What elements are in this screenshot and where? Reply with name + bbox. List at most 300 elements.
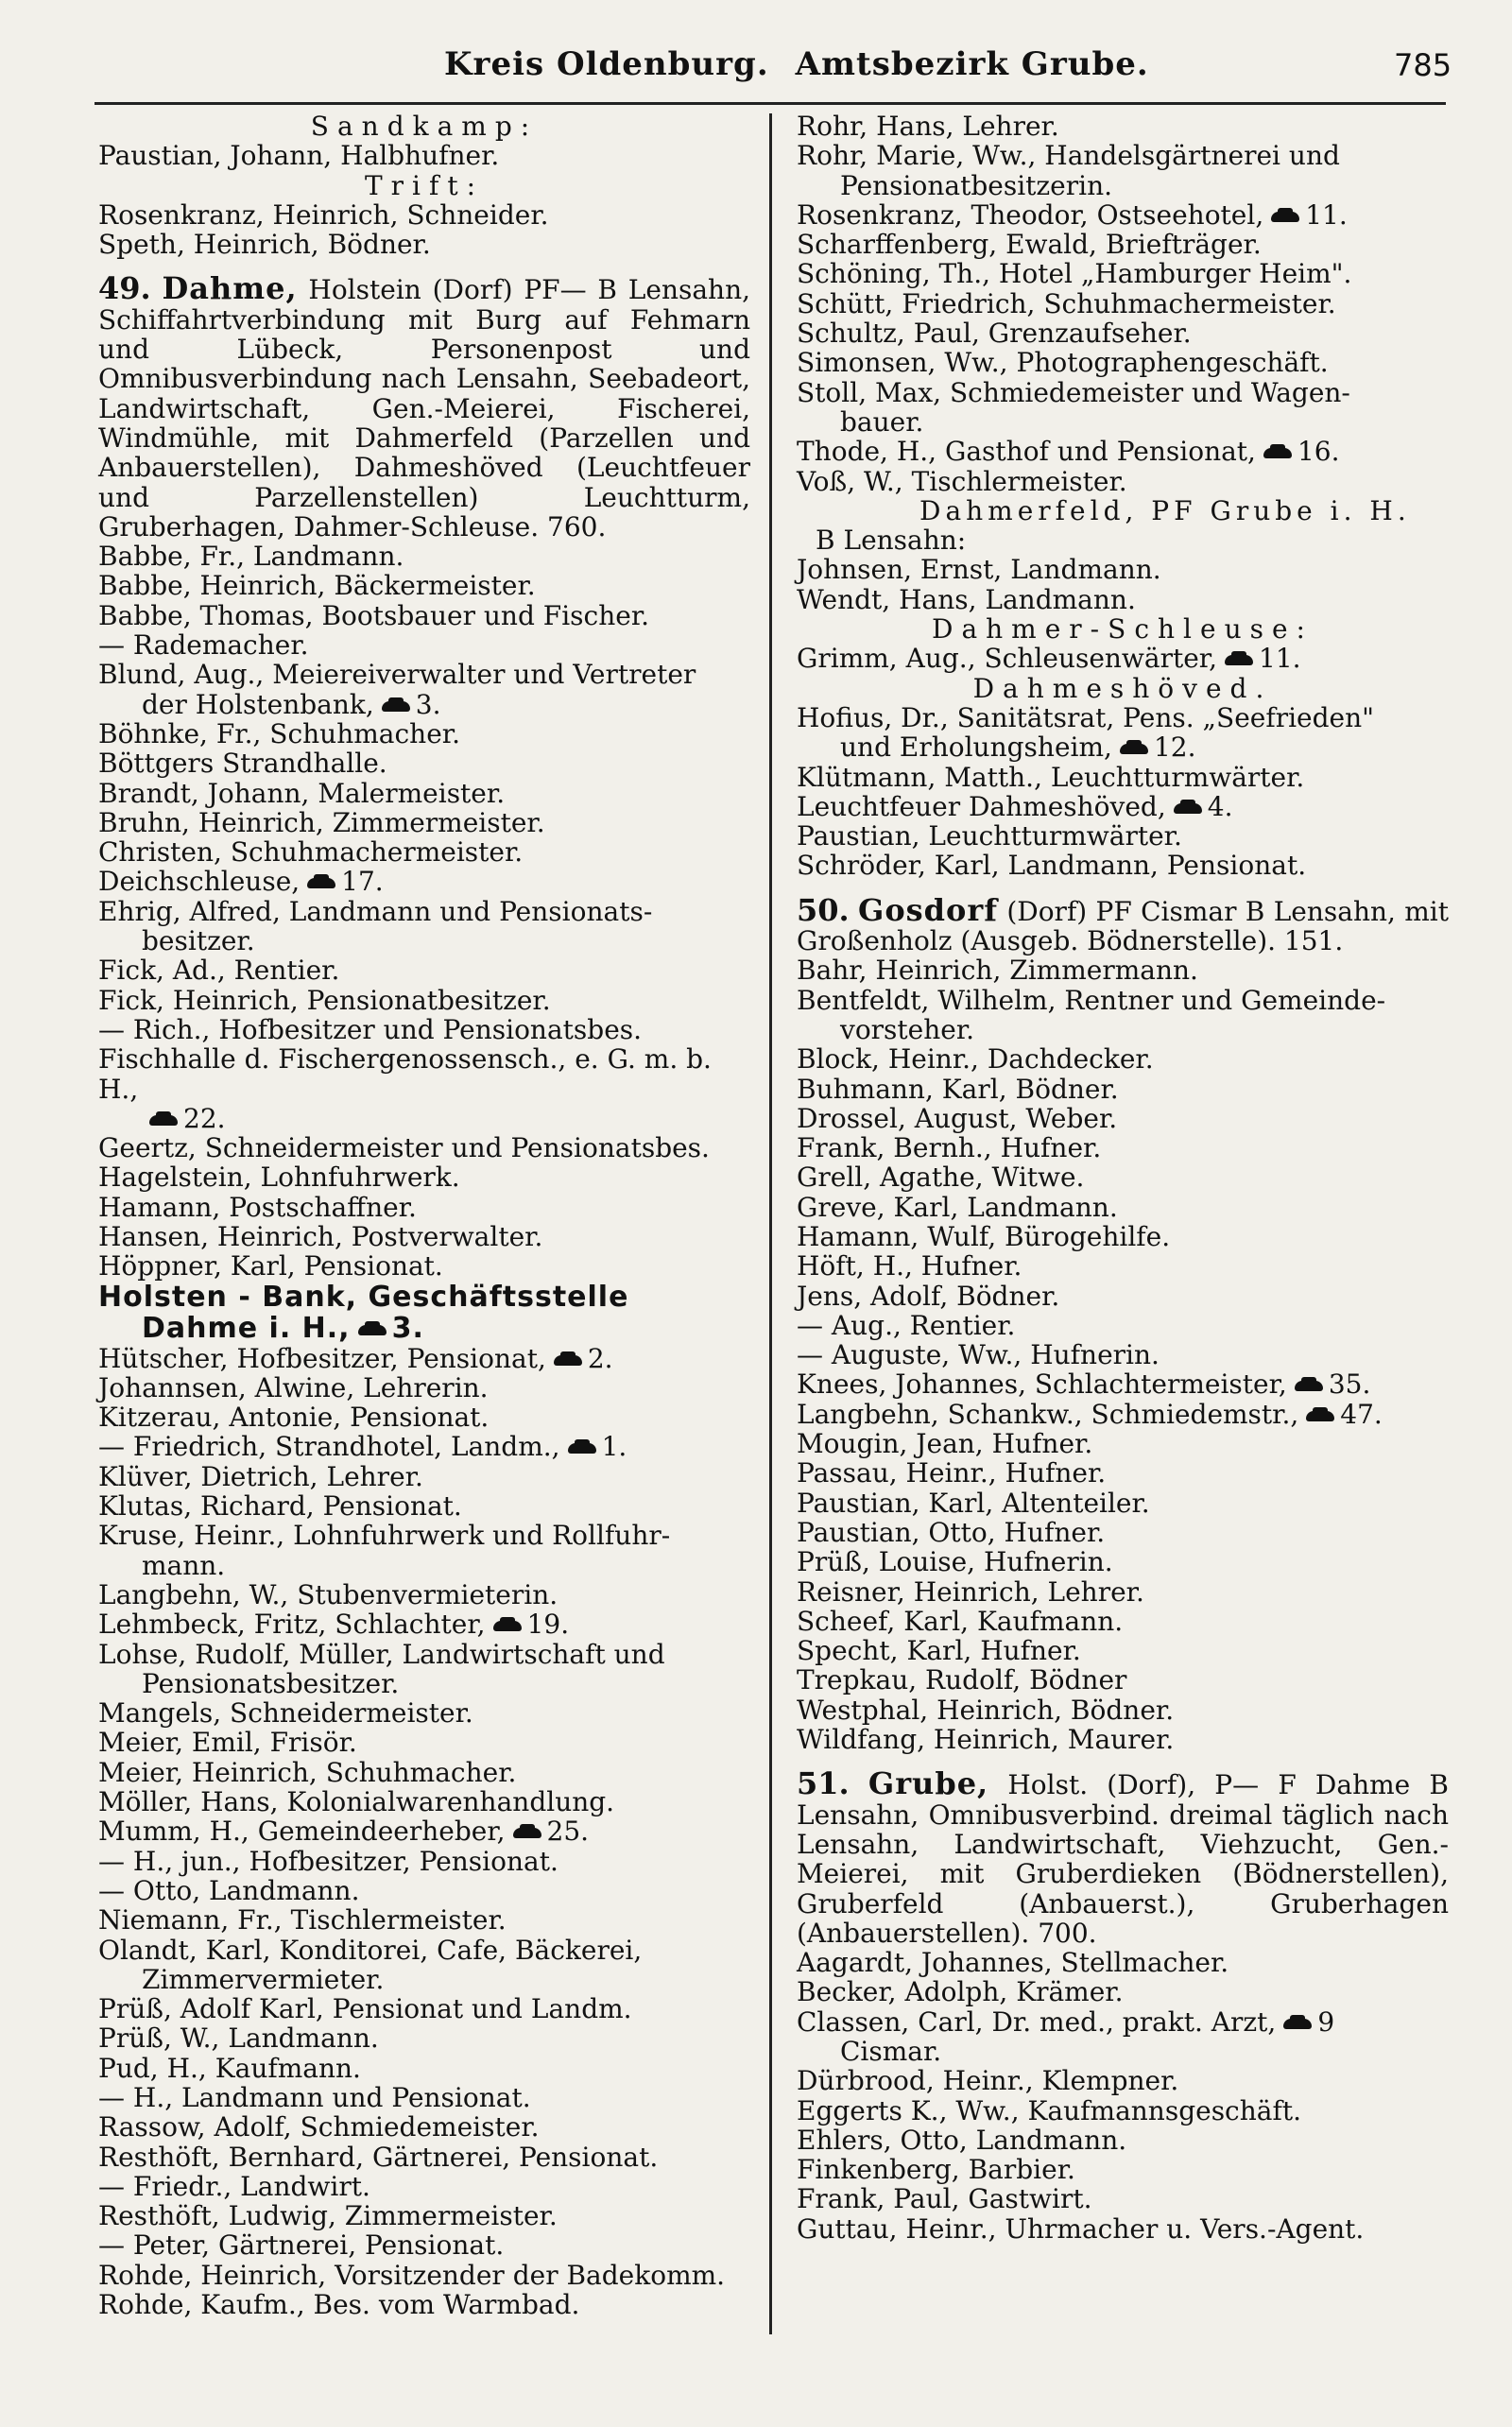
entry-text: Kruse, Heinr., Lohnfuhrwerk und Rollfuhr- — [98, 1520, 671, 1552]
entry-text: Mougin, Jean, Hufner. — [797, 1428, 1093, 1460]
entry-text: Böttgers Strandhalle. — [98, 748, 387, 780]
entry-text: Bentfeldt, Wilhelm, Rentner und Gemeinde- — [797, 984, 1386, 1016]
entry-text: — Rich., Hofbesitzer und Pensionatsbes. — [98, 1013, 643, 1045]
entry-continuation-text: vorsteher. — [840, 1013, 975, 1045]
directory-entry — [797, 763, 1449, 792]
phone-number: 12. — [1153, 732, 1196, 764]
entry-text: Niemann, Fr., Tischlermeister. — [98, 1904, 507, 1936]
directory-entry — [797, 112, 1449, 141]
entry-text: Hagelstein, Lohnfuhrwerk. — [98, 1162, 460, 1194]
section-subheading — [797, 674, 1449, 703]
entry-text: Drossel, August, Weber. — [797, 1102, 1118, 1134]
entry-text: Geertz, Schneidermeister und Pensionatsbes. — [98, 1132, 710, 1164]
entry-text: Passau, Heinr., Hufner. — [797, 1457, 1107, 1489]
header-rule — [94, 102, 1446, 105]
directory-entry — [797, 1547, 1449, 1576]
village-entry — [98, 270, 751, 542]
entry-text: Böhnke, Fr., Schuhmacher. — [98, 717, 460, 749]
entry-text: Paustian, Johann, Halbhufner. — [98, 140, 500, 172]
entry-text: Rosenkranz, Heinrich, Schneider. — [98, 198, 549, 231]
subheading-text: Trift: — [364, 169, 485, 201]
phone-number: 35. — [1328, 1368, 1371, 1401]
village-description: (Dorf) PF Cismar B Lensahn, mit Großenholz (Ausgeb. Bödnerstelle). 151. — [797, 895, 1449, 957]
entry-text: Guttau, Heinr., Uhrmacher u. Vers.-Agent. — [797, 2212, 1365, 2245]
entry-text: Finkenberg, Barbier. — [797, 2154, 1075, 2186]
entry-continuation — [797, 407, 1449, 437]
telephone-icon — [1304, 1407, 1336, 1424]
directory-entry — [797, 585, 1449, 614]
directory-entry — [98, 1640, 750, 1699]
entry-text: Resthöft, Ludwig, Zimmermeister. — [98, 2200, 558, 2232]
entry-text: Babbe, Fr., Landmann. — [98, 541, 404, 573]
entry-text: Meier, Emil, Frisör. — [98, 1727, 357, 1759]
entry-text: Möller, Hans, Kolonialwarenhandlung. — [98, 1786, 615, 1818]
phone-number: 19. — [526, 1609, 570, 1641]
entry-text: Eggerts K., Ww., Kaufmannsgeschäft. — [797, 2094, 1301, 2126]
entry-text: Speth, Heinrich, Bödner. — [98, 229, 431, 261]
directory-entry — [797, 851, 1449, 880]
entry-text: Becker, Adolph, Krämer. — [797, 1976, 1124, 2008]
entry-text: Fick, Heinrich, Pensionatbesitzer. — [98, 984, 551, 1016]
directory-entry — [797, 1518, 1449, 1547]
entry-text: Mangels, Schneidermeister. — [98, 1697, 473, 1730]
entry-text: Rohr, Hans, Lehrer. — [797, 111, 1059, 142]
entry-text: Klüver, Dietrich, Lehrer. — [98, 1460, 423, 1492]
directory-entry — [797, 318, 1449, 348]
entry-text: Schultz, Paul, Grenzaufseher. — [797, 318, 1192, 350]
section-subheading — [797, 614, 1449, 644]
entry-text: Johnsen, Ernst, Landmann. — [797, 554, 1161, 586]
telephone-icon — [1281, 2015, 1314, 2032]
entry-text: Paustian, Leuchtturmwärter. — [797, 820, 1182, 852]
directory-entry — [98, 808, 750, 837]
directory-entry — [98, 2290, 750, 2319]
village-name: Grube, — [868, 1765, 989, 1802]
entry-continuation — [98, 1669, 750, 1698]
directory-entry — [98, 1728, 750, 1757]
phone-number: 4. — [1207, 790, 1233, 822]
subheading-continuation: B Lensahn: — [816, 525, 967, 557]
phone-number: 3. — [415, 688, 441, 720]
directory-entry — [98, 779, 750, 808]
directory-entry — [797, 1369, 1449, 1399]
entry-text: Block, Heinr., Dachdecker. — [797, 1043, 1154, 1076]
directory-entry — [797, 792, 1449, 821]
directory-entry — [98, 2201, 750, 2230]
subheading-text: Dahmerfeld, PF Grube i. H. — [919, 494, 1411, 526]
entry-text: Mumm, H., Gemeindeerheber, — [98, 1816, 506, 1848]
directory-entry — [797, 1577, 1449, 1607]
entry-text: Schröder, Karl, Landmann, Pensionat. — [797, 850, 1307, 882]
entry-continuation — [98, 690, 750, 719]
entry-text: Fischhalle d. Fischergenossensch., e. G. m. b. H., — [98, 1043, 712, 1105]
entry-continuation — [98, 1965, 750, 1994]
directory-entry — [98, 1521, 750, 1580]
entry-text: Hofius, Dr., Sanitätsrat, Pens. „Seefrieden" — [797, 701, 1375, 733]
directory-entry — [98, 2112, 750, 2142]
entry-text: — H., Landmann und Pensionat. — [98, 2082, 531, 2113]
directory-entry — [98, 837, 750, 867]
entry-text: Wildfang, Heinrich, Maurer. — [797, 1724, 1175, 1756]
directory-entry — [797, 1489, 1449, 1518]
directory-entry — [98, 719, 750, 749]
entry-text: — Friedrich, Strandhotel, Landm., — [98, 1431, 560, 1463]
directory-entry — [797, 955, 1449, 985]
directory-entry — [98, 660, 750, 719]
directory-entry — [98, 1222, 750, 1251]
directory-entry — [98, 1491, 750, 1521]
entry-text: Klutas, Richard, Pensionat. — [98, 1490, 462, 1523]
entry-text: — H., jun., Hofbesitzer, Pensionat. — [98, 1845, 558, 1877]
entry-text: Hansen, Heinrich, Postverwalter. — [98, 1220, 543, 1252]
subheading-text: Dahmer-Schleuse: — [932, 613, 1314, 645]
entry-text: — Aug., Rentier. — [797, 1309, 1016, 1341]
directory-entry — [98, 1432, 750, 1461]
directory-entry — [98, 1847, 750, 1876]
phone-number: 47. — [1340, 1398, 1383, 1430]
entry-text: Rohde, Kaufm., Bes. vom Warmbad. — [98, 2289, 580, 2321]
entry-continuation — [797, 171, 1449, 200]
entry-text: Voß, W., Tischlermeister. — [797, 465, 1127, 497]
entry-text: Hamann, Wulf, Bürogehilfe. — [797, 1220, 1171, 1252]
subheading-text: Dahmeshöved. — [972, 672, 1273, 704]
directory-entry — [797, 986, 1449, 1045]
telephone-icon — [1262, 444, 1294, 461]
village-name: Gosdorf — [857, 891, 999, 928]
telephone-icon — [491, 1617, 524, 1634]
directory-entry — [797, 2066, 1449, 2095]
running-title — [444, 45, 1149, 83]
directory-entry — [98, 1816, 750, 1846]
entry-text: Bruhn, Heinrich, Zimmermeister. — [98, 806, 545, 838]
directory-entry — [797, 1075, 1449, 1104]
ad-line-text: Dahme i. H., — [142, 1311, 351, 1345]
entry-text: Classen, Carl, Dr. med., prakt. Arzt, — [797, 2005, 1277, 2038]
village-description: Holstein (Dorf) PF— B Lensahn, Schiffahrtverbindung mit Burg auf Fehmarn und Lübeck, Personenpost und Omnibusverbindung nach Lensahn, Seebadeort, Landwirtschaft, Gen.-Meierei, Fischerei, Windmühle, mit Dahmerfeld (Parzellen und Anbauerstellen), Dahmeshöved (Leuchtfeuer und Parzellenstellen) Leuchtturm, Gruberhagen, Dahmer-Schleuse. 760. — [98, 274, 751, 542]
entry-text: Thode, H., Gasthof und Pensionat, — [797, 436, 1256, 468]
entry-text: Lehmbeck, Fritz, Schlachter, — [98, 1609, 486, 1641]
directory-entry — [797, 1695, 1449, 1725]
entry-continuation-text: Zimmervermieter. — [142, 1963, 385, 1995]
entry-text: Grimm, Aug., Schleusenwärter, — [797, 643, 1217, 675]
entry-continuation — [797, 732, 1449, 762]
directory-entry — [98, 1344, 750, 1373]
directory-entry — [98, 601, 750, 630]
phone-number: 9 — [1317, 2005, 1335, 2038]
directory-entry — [797, 1948, 1449, 1977]
directory-entry — [797, 2184, 1449, 2213]
entry-text: Höppner, Karl, Pensionat. — [98, 1250, 443, 1282]
entry-text: Frank, Paul, Gastwirt. — [797, 2183, 1092, 2215]
directory-entry — [797, 1977, 1449, 2006]
telephone-icon — [380, 697, 412, 714]
directory-entry — [797, 2126, 1449, 2155]
entry-continuation — [98, 1551, 750, 1580]
entry-text: Schütt, Friedrich, Schuhmachermeister. — [797, 287, 1336, 319]
entry-text: Bahr, Heinrich, Zimmermann. — [797, 955, 1198, 987]
directory-entry — [98, 1044, 750, 1133]
directory-entry — [98, 1905, 750, 1935]
directory-entry — [797, 1193, 1449, 1222]
telephone-icon — [356, 1321, 388, 1338]
entry-text: Olandt, Karl, Konditorei, Cafe, Bäckerei, — [98, 1934, 643, 1966]
bank-advertisement — [98, 1282, 750, 1344]
directory-entry — [98, 1373, 750, 1403]
directory-entry — [797, 555, 1449, 584]
directory-entry — [98, 2172, 750, 2201]
entry-text: Lohse, Rudolf, Müller, Landwirtschaft und — [98, 1638, 665, 1670]
phone-number: 16. — [1297, 436, 1340, 468]
entry-text: Deichschleuse, — [98, 866, 301, 898]
directory-entry — [98, 2083, 750, 2112]
page-header — [0, 45, 1512, 93]
village-number: 51. — [797, 1765, 850, 1802]
telephone-icon — [566, 1439, 598, 1456]
directory-entry — [98, 1462, 750, 1491]
directory-entry — [98, 571, 750, 600]
entry-text: Höft, H., Hufner. — [797, 1250, 1022, 1282]
directory-entry — [98, 1876, 750, 1905]
directory-entry — [797, 437, 1449, 466]
entry-text: Grell, Agathe, Witwe. — [797, 1162, 1085, 1194]
directory-entry — [797, 289, 1449, 318]
entry-text: Paustian, Karl, Altenteiler. — [797, 1487, 1150, 1519]
entry-text: — Otto, Landmann. — [98, 1874, 360, 1906]
village-entry — [797, 891, 1449, 957]
directory-entry — [797, 821, 1449, 851]
entry-text: Scharffenberg, Ewald, Briefträger. — [797, 229, 1262, 261]
entry-continuation-text: bauer. — [840, 405, 924, 438]
directory-entry — [797, 1104, 1449, 1133]
directory-entry — [797, 1400, 1449, 1429]
directory-entry — [98, 2054, 750, 2083]
telephone-icon — [1269, 208, 1301, 225]
entry-text: Christen, Schuhmachermeister. — [98, 836, 524, 869]
phone-number: 2. — [587, 1342, 613, 1374]
entry-continuation — [98, 926, 750, 955]
directory-entry — [98, 897, 750, 956]
left-column — [98, 112, 750, 2319]
entry-text: Scheef, Karl, Kaufmann. — [797, 1605, 1124, 1637]
entry-text: Stoll, Max, Schmiedemeister und Wagen- — [797, 376, 1350, 408]
entry-text: Meier, Heinrich, Schuhmacher. — [98, 1756, 517, 1788]
directory-entry — [797, 200, 1449, 230]
directory-entry — [98, 1251, 750, 1281]
right-column — [797, 112, 1449, 2244]
entry-text: — Auguste, Ww., Hufnerin. — [797, 1339, 1160, 1371]
ad-line: Holsten - Bank, Geschäftsstelle — [98, 1280, 629, 1314]
telephone-icon — [305, 874, 337, 891]
entry-continuation-text: mann. — [142, 1549, 226, 1581]
entry-text: Rohr, Marie, Ww., Handelsgärtnerei und — [797, 140, 1340, 172]
entry-text: Frank, Bernh., Hufner. — [797, 1132, 1102, 1164]
entry-text: Knees, Johannes, Schlachtermeister, — [797, 1368, 1287, 1401]
directory-entry — [797, 378, 1449, 438]
directory-entry — [98, 2023, 750, 2053]
entry-text: Paustian, Otto, Hufner. — [797, 1516, 1106, 1548]
phone-number: 17. — [341, 866, 384, 898]
entry-text: Babbe, Heinrich, Bäckermeister. — [98, 570, 536, 602]
entry-text: — Friedr., Landwirt. — [98, 2170, 370, 2202]
directory-entry — [797, 1725, 1449, 1754]
entry-text: Jens, Adolf, Bödner. — [797, 1280, 1060, 1312]
entry-text: Simonsen, Ww., Photographengeschäft. — [797, 347, 1329, 379]
ad-line-2 — [98, 1313, 750, 1344]
phone-number: 25. — [546, 1816, 590, 1848]
entry-continuation-text: Pensionatsbesitzer. — [142, 1667, 400, 1699]
column-divider — [769, 113, 772, 2334]
running-title-district: Kreis Oldenburg. — [444, 45, 769, 83]
directory-entry — [797, 1340, 1449, 1369]
directory-entry — [797, 2155, 1449, 2184]
directory-entry — [797, 1162, 1449, 1192]
entry-text: Schöning, Th., Hotel „Hamburger Heim". — [797, 258, 1352, 290]
phone-number: 1. — [601, 1431, 627, 1463]
directory-entry — [797, 1429, 1449, 1458]
entry-text: Reisner, Heinrich, Lehrer. — [797, 1575, 1144, 1608]
entry-text: Brandt, Johann, Malermeister. — [98, 777, 506, 809]
entry-text: Hamann, Postschaffner. — [98, 1191, 417, 1223]
directory-entry — [98, 986, 750, 1015]
directory-entry — [797, 1044, 1449, 1074]
entry-text: Specht, Karl, Hufner. — [797, 1635, 1081, 1667]
directory-entry — [797, 1458, 1449, 1488]
entry-continuation-text: Pensionatbesitzerin. — [840, 169, 1113, 201]
directory-entry — [797, 2096, 1449, 2126]
entry-text: Prüß, Louise, Hufnerin. — [797, 1546, 1113, 1578]
entry-text: Rohde, Heinrich, Vorsitzender der Badekomm. — [98, 2259, 726, 2291]
subheading-text: Sandkamp: — [310, 111, 539, 142]
directory-entry — [797, 141, 1449, 200]
directory-entry — [98, 230, 750, 259]
entry-text: Klütmann, Matth., Leuchtturmwärter. — [797, 761, 1305, 793]
entry-text: Pud, H., Kaufmann. — [98, 2052, 361, 2084]
entry-text: Babbe, Thomas, Bootsbauer und Fischer. — [98, 599, 650, 631]
directory-entry — [98, 1162, 750, 1192]
entry-text: Aagardt, Johannes, Stellmacher. — [797, 1947, 1229, 1979]
telephone-icon — [1118, 740, 1150, 757]
phone-number: 11. — [1259, 643, 1301, 675]
section-subheading — [98, 171, 750, 200]
telephone-icon — [147, 1111, 180, 1128]
directory-entry — [797, 1282, 1449, 1311]
directory-entry — [98, 200, 750, 230]
village-number: 49. — [98, 270, 151, 307]
entry-text: Dürbrood, Heinr., Klempner. — [797, 2065, 1179, 2097]
directory-entry — [797, 1665, 1449, 1695]
entry-text: Rassow, Adolf, Schmiedemeister. — [98, 2111, 540, 2143]
directory-entry — [797, 259, 1449, 288]
directory-entry — [98, 1787, 750, 1816]
section-subheading — [797, 496, 1449, 556]
directory-entry — [797, 2007, 1449, 2067]
directory-entry — [98, 1698, 750, 1728]
directory-entry — [98, 141, 750, 170]
entry-text: Blund, Aug., Meiereiverwalter und Vertreter — [98, 659, 696, 691]
directory-entry — [797, 1607, 1449, 1636]
entry-continuation-text: Cismar. — [840, 2036, 942, 2067]
village-description: Holst. (Dorf), P— F Dahme B Lensahn, Omnibusverbind. dreimal täglich nach Lensahn, Landwirtschaft, Viehzucht, Gen.-Meierei, mit Gruberdieken (Bödnerstellen), Gruberfeld (Anbauerst.), Gruberhagen (Anbauerstellen). 700. — [797, 1769, 1449, 1949]
phone-number: 11. — [1305, 198, 1348, 231]
directory-entry — [98, 1403, 750, 1432]
entry-text: Rosenkranz, Theodor, Ostseehotel, — [797, 198, 1264, 231]
telephone-icon — [1172, 800, 1204, 817]
entry-text: Hütscher, Hofbesitzer, Pensionat, — [98, 1342, 546, 1374]
entry-text: Fick, Ad., Rentier. — [98, 955, 340, 987]
entry-text: Johannsen, Alwine, Lehrerin. — [98, 1371, 489, 1403]
directory-entry — [797, 1222, 1449, 1251]
directory-entry — [797, 644, 1449, 673]
directory-entry — [797, 703, 1449, 763]
directory-entry — [98, 749, 750, 778]
directory-entry — [98, 1609, 750, 1639]
directory-entry — [797, 2214, 1449, 2244]
entry-text: Langbehn, Schankw., Schmiedemstr., — [797, 1398, 1299, 1430]
directory-entry — [98, 1580, 750, 1609]
directory-entry — [98, 955, 750, 985]
entry-text: Leuchtfeuer Dahmeshöved, — [797, 790, 1166, 822]
entry-text: Buhmann, Karl, Bödner. — [797, 1073, 1119, 1105]
entry-text: Trepkau, Rudolf, Bödner — [797, 1664, 1127, 1696]
entry-continuation-text: besitzer. — [142, 925, 255, 957]
entry-continuation — [98, 1104, 750, 1133]
entry-continuation-text: der Holstenbank, — [142, 688, 374, 720]
entry-text: Wendt, Hans, Landmann. — [797, 583, 1136, 615]
directory-entry — [98, 867, 750, 896]
directory-entry — [98, 2143, 750, 2172]
entry-continuation — [797, 1015, 1449, 1044]
directory-entry — [797, 467, 1449, 496]
entry-text: Greve, Karl, Landmann. — [797, 1191, 1118, 1223]
entry-text: — Peter, Gärtnerei, Pensionat. — [98, 2229, 505, 2262]
page-number: 785 — [1394, 47, 1452, 83]
running-title-amtsbezirk: Amtsbezirk Grube. — [795, 45, 1149, 83]
entry-text: Prüß, W., Landmann. — [98, 2022, 379, 2055]
directory-entry — [98, 1133, 750, 1162]
directory-entry — [98, 630, 750, 660]
entry-text: Prüß, Adolf Karl, Pensionat und Landm. — [98, 1993, 632, 2025]
directory-entry — [797, 348, 1449, 377]
directory-entry — [98, 542, 750, 571]
entry-continuation — [797, 2037, 1449, 2066]
directory-entry — [98, 1015, 750, 1044]
directory-entry — [98, 2230, 750, 2260]
entry-text: Kitzerau, Antonie, Pensionat. — [98, 1402, 490, 1434]
directory-entry — [797, 1133, 1449, 1162]
directory-entry — [98, 1758, 750, 1787]
entry-text: — Rademacher. — [98, 629, 309, 662]
entry-text: Ehlers, Otto, Landmann. — [797, 2124, 1127, 2156]
directory-entry — [797, 230, 1449, 259]
directory-entry — [98, 1994, 750, 2023]
entry-text: Westphal, Heinrich, Bödner. — [797, 1694, 1175, 1726]
telephone-icon — [511, 1824, 543, 1841]
village-number: 50. — [797, 891, 850, 928]
directory-entry — [98, 2261, 750, 2290]
village-name: Dahme, — [162, 270, 298, 307]
phone-number: 22. — [183, 1102, 226, 1134]
phone-number: 3. — [391, 1311, 424, 1345]
directory-entry — [797, 1311, 1449, 1340]
entry-text: Ehrig, Alfred, Landmann und Pensionats- — [98, 895, 653, 927]
telephone-icon — [1223, 651, 1255, 668]
village-entry — [797, 1765, 1449, 1949]
directory-entry — [98, 1936, 750, 1995]
directory-entry — [797, 1636, 1449, 1665]
section-subheading — [98, 112, 750, 141]
entry-continuation-text: und Erholungsheim, — [840, 732, 1112, 764]
telephone-icon — [1293, 1377, 1325, 1394]
